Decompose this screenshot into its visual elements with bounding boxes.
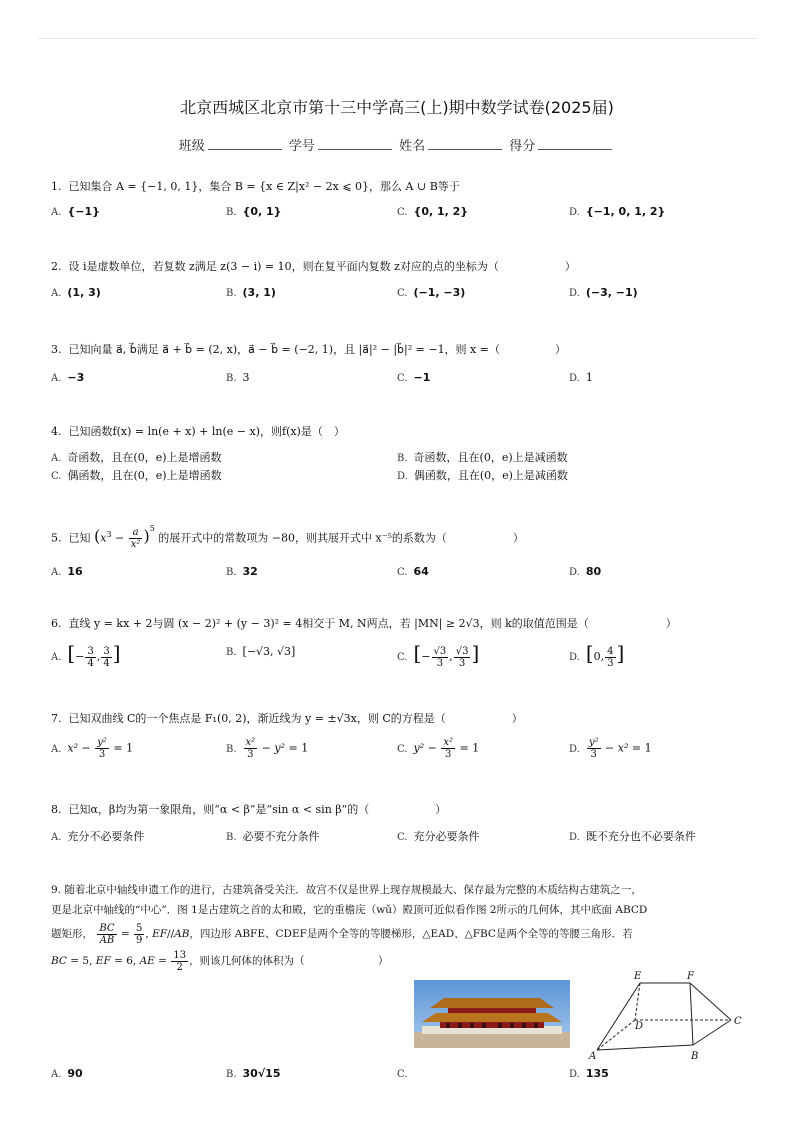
class-label: 班级 <box>178 139 205 154</box>
question-stem-line3: ，四边形 ABFE、CDEF是两个全等的等腰梯形，△EAD、△FBC是两个全等的等腰三角形．若 <box>189 928 633 940</box>
question-stem: 已知集合 A = {−1, 0, 1}，集合 B = {x ∈ Z|x² − 2x ⩽ 0}，那么 A ∪ B等于 <box>68 180 460 193</box>
option-b[interactable]: B. 奇函数，且在(0，e)上是减函数 <box>397 451 568 464</box>
label-e: E <box>634 971 642 982</box>
label-a: A <box>589 1051 597 1062</box>
name-blank[interactable] <box>428 137 502 150</box>
question-stem: 已知向量 a⃗, b⃗满足 a⃗ + b⃗ = (2, x)，a⃗ − b⃗ = (−2, 1)，且 |a⃗|² − |b⃗|² = −1，则 x =（ ） <box>68 343 566 356</box>
option-b[interactable]: B. 必要不充分条件 <box>226 830 320 843</box>
option-d[interactable]: D. {−1, 0, 1, 2} <box>569 205 666 218</box>
page-title: 北京西城区北京市第十三中学高三(上)期中数学试卷(2025届) <box>180 98 614 117</box>
option-d[interactable]: D. [0, $\frac{4}{3}$ ] <box>569 641 625 669</box>
label-c: C <box>734 1016 742 1027</box>
option-a[interactable]: A. 16 <box>51 565 83 578</box>
question-stem-line2: 更是北京中轴线的“中心”．图 1是古建筑之首的太和殿，它的重檐庑（wǔ）殿顶可近似看作图 2所示的几何体，其中底面 ABCD <box>51 904 648 916</box>
top-rule <box>38 38 756 39</box>
student-info-line <box>0 135 794 154</box>
option-d[interactable]: D. 1 <box>569 371 593 384</box>
question-stem-line4: ，则该几何体的体积为（ ） <box>189 955 389 967</box>
question-stem: 已知α，β均为第一象限角，则“α < β”是“sin α < sin β”的（ ） <box>68 803 447 816</box>
question-6: 6. 直线 y = kx + 2与圆 (x − 2)² + (y − 3)² = 4相交于 M, N两点，若 |MN| ≥ 2√3，则 k的取值范围是（ ） <box>51 617 677 630</box>
option-a[interactable]: A. (1, 3) <box>51 286 101 299</box>
option-c[interactable]: C. 偶函数，且在(0，e)上是增函数 <box>51 469 222 482</box>
label-b: B <box>691 1051 699 1062</box>
option-c[interactable]: C. (−1, −3) <box>397 286 466 299</box>
question-8: 8. 已知α，β均为第一象限角，则“α < β”是“sin α < sin β”的（ ） <box>51 803 447 816</box>
option-b[interactable]: B. 32 <box>226 565 258 578</box>
question-stem: 设 i是虚数单位，若复数 z满足 z(3 − i) = 10，则在复平面内复数 z对应的点的坐标为（ ） <box>68 260 576 273</box>
option-a[interactable]: A. 90 <box>51 1067 83 1080</box>
taihe-hall-photo <box>414 980 570 1048</box>
label-d: D <box>635 1021 644 1032</box>
question-4: 4. 已知函数f(x) = ln(e + x) + ln(e − x)，则f(x)是（ ） <box>51 425 345 438</box>
option-b[interactable]: B. 30√15 <box>226 1067 281 1080</box>
question-stem: 直线 y = kx + 2与圆 (x − 2)² + (y − 3)² = 4相交于 M, N两点，若 |MN| ≥ 2√3，则 k的取值范围是（ ） <box>68 617 677 630</box>
question-5: 5. 已知 ($x^3$ − $\frac{a}{\text{x²}}$ )$^5$ 的展开式中的常数项为 −80，则其展开式中 x⁻⁵的系数为（ ） <box>51 524 524 551</box>
question-7: 7. 已知双曲线 C的一个焦点是 F₁(0, 2)，渐近线为 y = ±√3x，则 C的方程是（ ） <box>51 712 523 725</box>
option-b[interactable]: B. (3, 1) <box>226 286 276 299</box>
option-a[interactable]: A. −3 <box>51 371 85 384</box>
score-label: 得分 <box>509 139 536 154</box>
question-stem-line1: 随着北京中轴线申遗工作的进行，古建筑备受关注．故宫不仅是世界上现存规模最大、保存最为完整的木质结构古建筑之一， <box>64 884 642 896</box>
question-2: 2. 设 i是虚数单位，若复数 z满足 z(3 − i) = 10，则在复平面内复数 z对应的点的坐标为（ ） <box>51 260 576 273</box>
option-d[interactable]: D. $\frac{\text{y²}}{3}$ − x² = 1 <box>569 737 652 760</box>
id-label: 学号 <box>288 139 315 154</box>
option-a[interactable]: A. 充分不必要条件 <box>51 830 145 843</box>
option-c[interactable]: C. <box>397 1069 408 1080</box>
option-b[interactable]: B. 3 <box>226 371 250 384</box>
option-a[interactable]: A. [− $\frac{3}{4}$ , $\frac{3}{4}$ ] <box>51 641 121 669</box>
question-stem: 的展开式中的常数项为 −80，则其展开式中 x⁻⁵的系数为（ ） <box>158 531 524 545</box>
option-a[interactable]: A. 奇函数，且在(0，e)上是增函数 <box>51 451 222 464</box>
option-b[interactable]: B. $\frac{\text{x²}}{3}$ − y² = 1 <box>226 737 309 760</box>
option-c[interactable]: C. y² − $\frac{\text{x²}}{3}$ = 1 <box>397 737 480 760</box>
option-a[interactable]: A. x² − $\frac{\text{y²}}{3}$ = 1 <box>51 737 134 760</box>
binomial-expression: ( <box>94 526 101 546</box>
option-a[interactable]: A. {−1} <box>51 205 100 218</box>
score-blank[interactable] <box>538 137 612 150</box>
option-c[interactable]: C. −1 <box>397 371 431 384</box>
geometric-solid-figure <box>585 965 750 1065</box>
question-stem: 已知双曲线 C的一个焦点是 F₁(0, 2)，渐近线为 y = ±√3x，则 C的方程是（ ） <box>68 712 523 725</box>
option-b[interactable]: B. {0, 1} <box>226 205 282 218</box>
label-f: F <box>687 971 694 982</box>
option-c[interactable]: C. {0, 1, 2} <box>397 205 469 218</box>
option-d[interactable]: D. 80 <box>569 565 602 578</box>
option-d[interactable]: D. (−3, −1) <box>569 286 638 299</box>
option-d[interactable]: D. 偶函数，且在(0，e)上是减函数 <box>397 469 568 482</box>
question-stem: 已知函数f(x) = ln(e + x) + ln(e − x)，则f(x)是（ ） <box>68 425 345 438</box>
name-label: 姓名 <box>399 139 426 154</box>
id-blank[interactable] <box>318 137 392 150</box>
option-d[interactable]: D. 既不充分也不必要条件 <box>569 830 696 843</box>
option-c[interactable]: C. [− $\frac{√3}{3}$ , $\frac{√3}{3}$ ] <box>397 641 480 669</box>
question-3: 3. 已知向量 a⃗, b⃗满足 a⃗ + b⃗ = (2, x)，a⃗ − b⃗ = (−2, 1)，且 |a⃗|² − |b⃗|² = −1，则 x =（ ） <box>51 343 566 356</box>
fraction-a-over-x2: $\frac{a}{\text{x²}}$ <box>130 527 141 551</box>
option-c[interactable]: C. 64 <box>397 565 429 578</box>
question-1: 1. 已知集合 A = {−1, 0, 1}，集合 B = {x ∈ Z|x² − 2x ⩽ 0}，那么 A ∪ B等于 <box>51 180 460 193</box>
option-d[interactable]: D. 135 <box>569 1067 609 1080</box>
option-c[interactable]: C. 充分必要条件 <box>397 830 480 843</box>
option-b[interactable]: B. [−√3, √3] <box>226 645 296 658</box>
class-blank[interactable] <box>208 137 282 150</box>
question-9: 9. 随着北京中轴线申遗工作的进行，古建筑备受关注．故宫不仅是世界上现存规模最大、保存最为完整的木质结构古建筑之一， 更是北京中轴线的“中心”．图 1是古建筑之首的太和殿，它的重檐庑（wǔ）殿顶可近似看作图 2所示的几何体，其中底面 ABCD 题矩形， $\frac{BC}{AB}$ = $\frac{5}{9}$ , EF//AB，四边形 ABFE、CDEF是两个全等的等腰梯形，△EAD、△FBC是两个全等的等腰三角形．若 BC = 5, EF = 6, AE = $\frac{13}{2}$ ，则该几何体的体积为（ ） <box>51 880 751 974</box>
